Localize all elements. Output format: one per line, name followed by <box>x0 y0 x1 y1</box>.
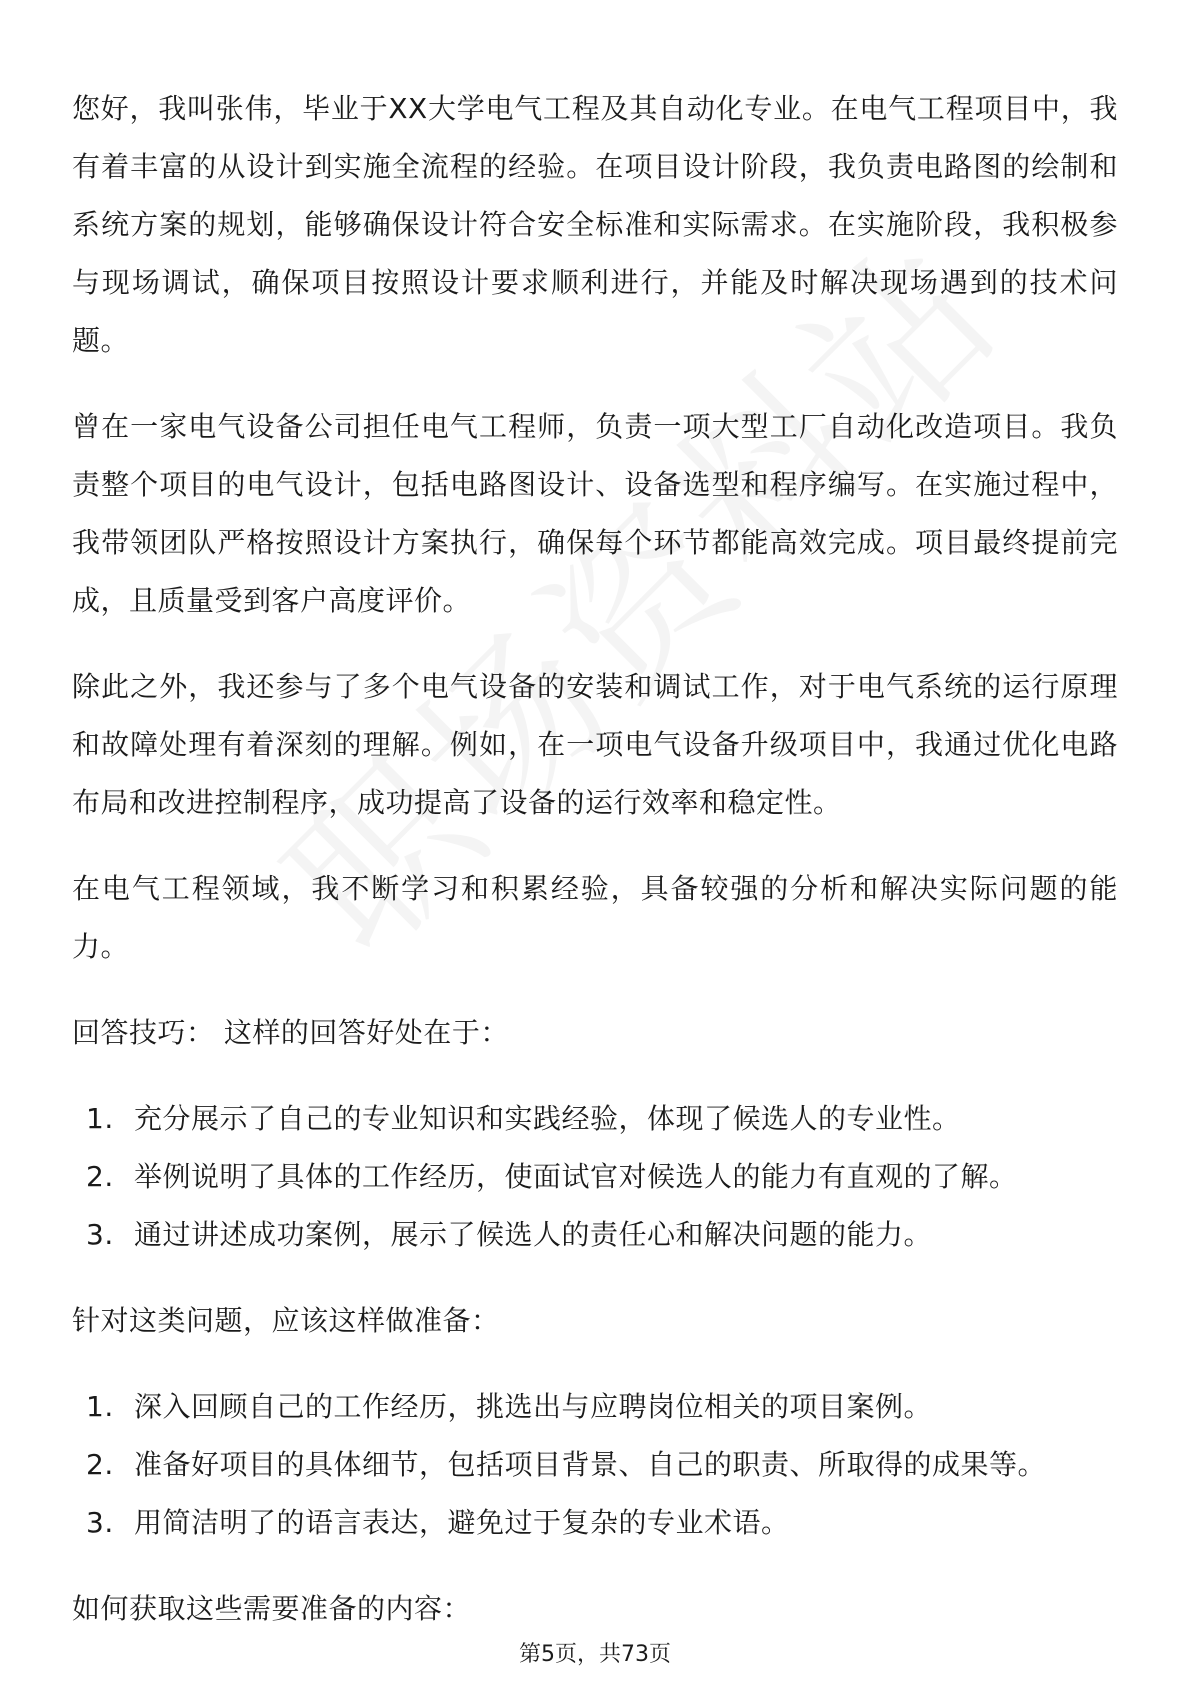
list-text: 准备好项目的具体细节，包括项目背景、自己的职责、所取得的成果等。 <box>134 1448 1047 1481</box>
tips-heading: 回答技巧： 这样的回答好处在于： <box>72 1016 509 1049</box>
list-number: 1. <box>86 1390 114 1423</box>
list-text: 用简洁明了的语言表达，避免过于复杂的专业术语。 <box>134 1506 790 1539</box>
paragraph-intro: 您好，我叫张伟，毕业于XX大学电气工程及其自动化专业。在电气工程项目中，我有着丰富的从设计到实施全流程的经验。在项目设计阶段，我负责电路图的绘制和系统方案的规划，能够确保设计符合安全标准和实际需求。在实施阶段，我积极参与现场调试，确保项目按照设计要求顺利进行，并能及时解决现场遇到的技术问题。 <box>72 92 1118 357</box>
list-item <box>72 1090 1118 1148</box>
list-item <box>72 1206 1118 1264</box>
list-item <box>72 1378 1118 1436</box>
list-text: 举例说明了具体的工作经历，使面试官对候选人的能力有直观的了解。 <box>134 1160 1018 1193</box>
paragraph-additional: 除此之外，我还参与了多个电气设备的安装和调试工作，对于电气系统的运行原理和故障处理有着深刻的理解。例如，在一项电气设备升级项目中，我通过优化电路布局和改进控制程序，成功提高了设备的运行效率和稳定性。 <box>72 670 1118 819</box>
paragraph-summary: 在电气工程领域，我不断学习和积累经验，具备较强的分析和解决实际问题的能力。 <box>72 872 1118 963</box>
list-number: 2. <box>86 1160 114 1193</box>
page-content <box>72 80 1118 1666</box>
list-number: 2. <box>86 1448 114 1481</box>
next-section-heading: 如何获取这些需要准备的内容： <box>72 1592 472 1625</box>
prep-list <box>72 1378 1118 1552</box>
list-text: 深入回顾自己的工作经历，挑选出与应聘岗位相关的项目案例。 <box>134 1390 933 1423</box>
list-item <box>72 1148 1118 1206</box>
list-number: 1. <box>86 1102 114 1135</box>
page-footer: 第5页，共73页 <box>519 1642 671 1667</box>
list-number: 3. <box>86 1506 114 1539</box>
prep-heading: 针对这类问题，应该这样做准备： <box>72 1304 500 1337</box>
list-item <box>72 1494 1118 1552</box>
tips-list <box>72 1090 1118 1264</box>
list-text: 充分展示了自己的专业知识和实践经验，体现了候选人的专业性。 <box>134 1102 961 1135</box>
paragraph-experience: 曾在一家电气设备公司担任电气工程师，负责一项大型工厂自动化改造项目。我负责整个项目的电气设计，包括电路图设计、设备选型和程序编写。在实施过程中，我带领团队严格按照设计方案执行，确保每个环节都能高效完成。项目最终提前完成，且质量受到客户高度评价。 <box>72 410 1118 617</box>
list-number: 3. <box>86 1218 114 1251</box>
list-text: 通过讲述成功案例，展示了候选人的责任心和解决问题的能力。 <box>134 1218 933 1251</box>
list-item <box>72 1436 1118 1494</box>
